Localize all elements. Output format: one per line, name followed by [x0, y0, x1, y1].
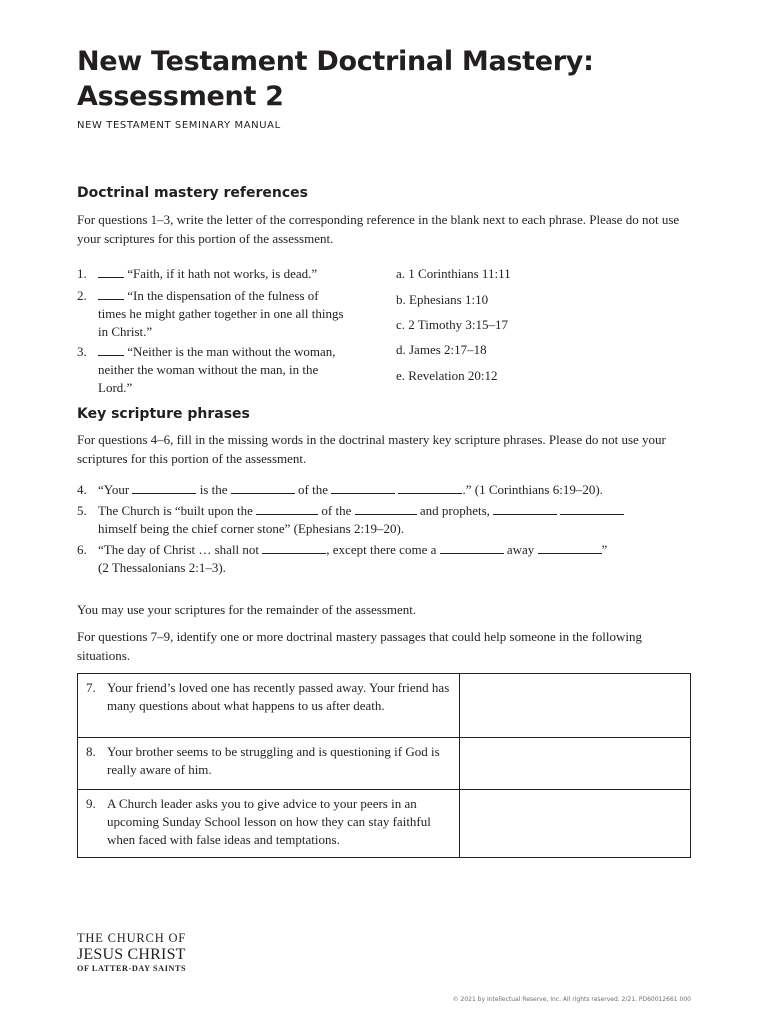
table-row: [78, 738, 691, 790]
question-text: [98, 287, 378, 341]
reference-option-c: c. 2 Timothy 3:15–17: [396, 317, 508, 332]
page-title-line2: Assessment 2: [77, 81, 284, 112]
reference-option-e: e. Revelation 20:12: [396, 368, 498, 383]
phrase-blank[interactable]: [262, 543, 326, 554]
question-number: 6.: [77, 542, 87, 557]
situations-instructions: For questions 7–9, identify one or more doctrinal mastery passages that could help someone in the following situations.: [77, 629, 643, 663]
phrase-part: away: [506, 542, 535, 557]
page-title: [77, 44, 677, 114]
question-text: [98, 502, 698, 538]
question-number: 5.: [77, 503, 87, 518]
phrase-part: , except there come a: [326, 542, 437, 557]
phrase-blank[interactable]: [538, 543, 602, 554]
question-number: 4.: [77, 482, 87, 497]
situations-table: [77, 673, 691, 858]
manual-subtitle: NEW TESTAMENT SEMINARY MANUAL: [77, 120, 281, 131]
phrase-blank[interactable]: [398, 483, 462, 494]
phrase-line: (2 Thessalonians 2:1–3).: [98, 560, 226, 575]
question-number: 8.: [86, 744, 96, 759]
situation-text: Your brother seems to be struggling and is questioning if God is really aware of him.: [107, 744, 440, 777]
phrase-part: .” (1 Corinthians 6:19–20).: [462, 482, 603, 497]
phrase-blank[interactable]: [231, 483, 295, 494]
phrase-part: “Your: [98, 482, 130, 497]
question-text: [98, 343, 378, 397]
reference-option-b: b. Ephesians 1:10: [396, 292, 489, 307]
logo-line3: OF LATTER-DAY SAINTS: [77, 964, 187, 973]
question-line: “Faith, if it hath not works, is dead.”: [127, 266, 318, 281]
section-heading-key-phrases: Key scripture phrases: [77, 406, 250, 422]
logo-line1: THE CHURCH OF: [77, 931, 187, 945]
logo-line2: JESUS CHRIST: [77, 946, 186, 963]
phrase-part: “The day of Christ … shall not: [98, 542, 260, 557]
key-phrases-instructions: For questions 4–6, fill in the missing words in the doctrinal mastery key scripture phrases. Please do not use your scriptures for this portion of the assessment.: [77, 432, 666, 466]
scriptures-note: You may use your scriptures for the remainder of the assessment.: [77, 602, 417, 617]
references-instructions: For questions 1–3, write the letter of the corresponding reference in the blank next to each phrase. Please do not use your scriptures for this portion of the assessment.: [77, 212, 680, 246]
church-logo: [77, 931, 186, 974]
copyright-footer: © 2021 by Intellectual Reserve, Inc. All rights reserved. 2/21. PD60012661 000: [452, 996, 691, 1003]
reference-option-a: a. 1 Corinthians 11:11: [396, 266, 511, 281]
answer-cell[interactable]: [460, 790, 691, 858]
question-text: [98, 481, 698, 499]
phrase-blank[interactable]: [331, 483, 395, 494]
phrase-line: himself being the chief corner stone” (Ephesians 2:19–20).: [98, 521, 405, 536]
question-line: Lord.”: [98, 380, 133, 395]
situation-cell: [78, 790, 460, 858]
situation-text: Your friend’s loved one has recently passed away. Your friend has many questions about what happens to us after death.: [107, 680, 450, 713]
phrase-blank[interactable]: [560, 504, 624, 515]
phrase-blank[interactable]: [493, 504, 557, 515]
section-heading-references: Doctrinal mastery references: [77, 185, 308, 201]
situation-cell: [78, 738, 460, 790]
phrase-part: of the: [321, 503, 352, 518]
question-number: 7.: [86, 680, 96, 695]
phrase-part: The Church is “built upon the: [98, 503, 253, 518]
question-number: 1.: [77, 266, 87, 281]
phrase-part: of the: [298, 482, 328, 497]
phrase-blank[interactable]: [440, 543, 504, 554]
answer-blank[interactable]: [98, 345, 124, 356]
phrase-part: ”: [601, 542, 608, 557]
question-text: [98, 265, 317, 283]
question-text: [98, 541, 698, 577]
phrase-blank[interactable]: [256, 504, 318, 515]
phrase-blank[interactable]: [132, 483, 196, 494]
question-line: neither the woman without the man, in the: [98, 362, 319, 377]
question-number: 9.: [86, 796, 96, 811]
phrase-blank[interactable]: [355, 504, 417, 515]
question-line: in Christ.”: [98, 324, 153, 339]
answer-blank[interactable]: [98, 267, 124, 278]
reference-option-d: d. James 2:17–18: [396, 342, 487, 357]
phrase-part: and prophets,: [419, 503, 490, 518]
page-title-line1: New Testament Doctrinal Mastery:: [77, 46, 594, 77]
question-number: 2.: [77, 288, 87, 303]
table-row: [78, 790, 691, 858]
question-line: times he might gather together in one all things: [98, 306, 344, 321]
table-row: [78, 674, 691, 738]
situation-cell: [78, 674, 460, 738]
answer-cell[interactable]: [460, 738, 691, 790]
question-line: “Neither is the man without the woman,: [127, 344, 336, 359]
phrase-part: is the: [199, 482, 228, 497]
answer-cell[interactable]: [460, 674, 691, 738]
question-line: “In the dispensation of the fulness of: [127, 288, 319, 303]
answer-blank[interactable]: [98, 289, 124, 300]
situation-text: A Church leader asks you to give advice to your peers in an upcoming Sunday School lesson on how they can stay faithful when faced with false ideas and temptations.: [107, 796, 431, 847]
question-number: 3.: [77, 344, 87, 359]
